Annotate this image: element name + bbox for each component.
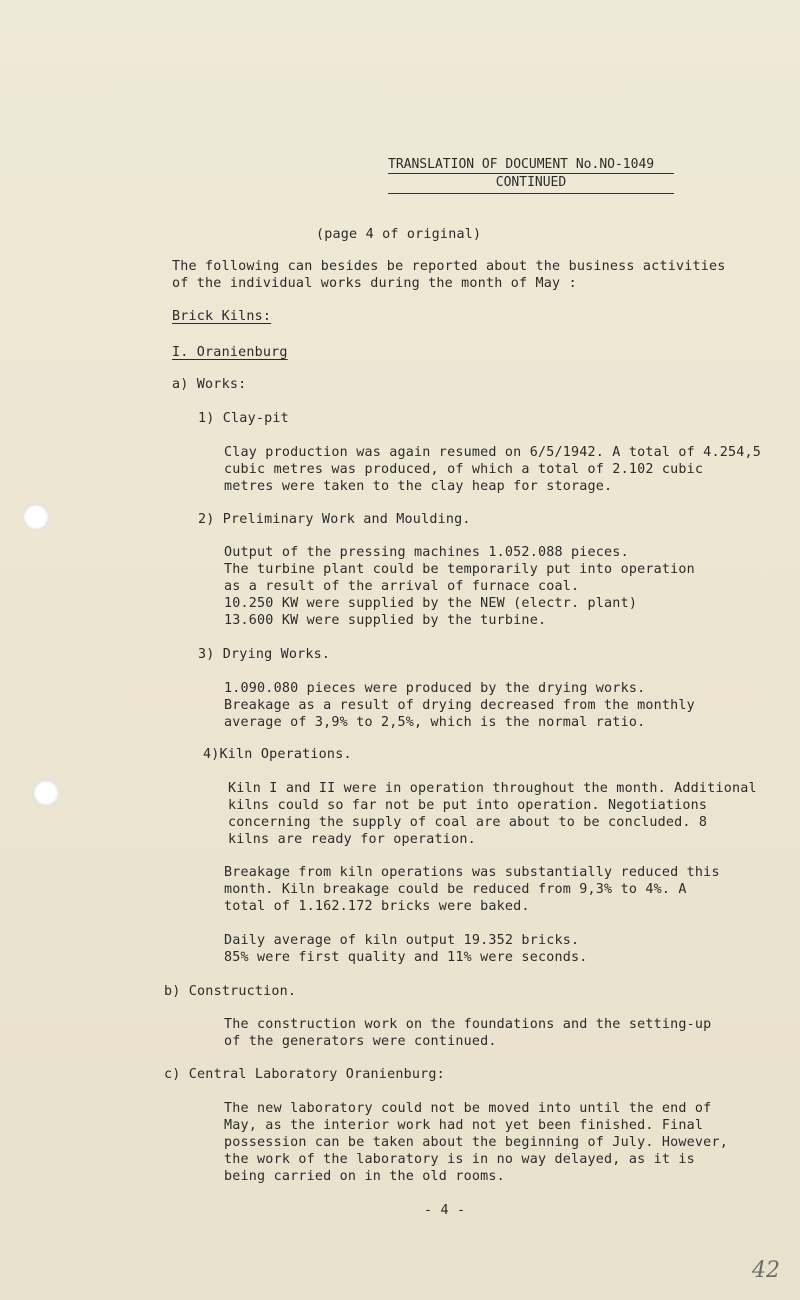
laboratory-paragraph: [224, 1100, 728, 1185]
paragraph-line: concerning the supply of coal are about to be concluded. 8: [228, 815, 708, 830]
paragraph-line: The new laboratory could not be moved into until the end of: [224, 1101, 712, 1116]
intro-line: The following can besides be reported about the business activities: [172, 259, 726, 274]
paragraph-line: 13.600 KW were supplied by the turbine.: [224, 613, 547, 628]
paragraph-line: kilns could so far not be put into operation. Negotiations: [228, 798, 708, 813]
clay-pit-title: 1) Clay-pit: [198, 411, 289, 426]
drying-paragraph: [224, 680, 695, 731]
paragraph-line: The turbine plant could be temporarily put into operation: [224, 562, 695, 577]
paragraph-line: month. Kiln breakage could be reduced from 9,3% to 4%. A: [224, 882, 687, 897]
paragraph-line: 1.090.080 pieces were produced by the drying works.: [224, 681, 646, 696]
preliminary-paragraph: [224, 544, 695, 629]
drying-title: 3) Drying Works.: [198, 647, 331, 662]
paragraph-line: as a result of the arrival of furnace coal.: [224, 579, 580, 594]
paragraph-line: being carried on in the old rooms.: [224, 1169, 505, 1184]
punch-hole-top: [23, 504, 49, 530]
paragraph-line: May, as the interior work had not yet been finished. Final: [224, 1118, 704, 1133]
paragraph-line: Clay production was again resumed on 6/5/1942. A total of 4.254,5: [224, 445, 762, 460]
paragraph-line: Output of the pressing machines 1.052.088 pieces.: [224, 545, 629, 560]
paragraph-line: the work of the laboratory is in no way delayed, as it is: [224, 1152, 695, 1167]
construction-title: b) Construction.: [164, 984, 297, 999]
header-title: TRANSLATION OF DOCUMENT No.NO-1049: [388, 156, 674, 174]
subsection-title: I. Oranienburg: [172, 345, 288, 360]
paragraph-line: average of 3,9% to 2,5%, which is the normal ratio.: [224, 715, 646, 730]
kiln-paragraph-2: [224, 864, 720, 915]
paragraph-line: Daily average of kiln output 19.352 bricks.: [224, 933, 580, 948]
preliminary-title: 2) Preliminary Work and Moulding.: [198, 512, 471, 527]
paragraph-line: 85% were first quality and 11% were seconds.: [224, 950, 588, 965]
clay-pit-paragraph: [224, 444, 761, 495]
paragraph-line: metres were taken to the clay heap for storage.: [224, 479, 613, 494]
laboratory-title: c) Central Laboratory Oranienburg:: [164, 1067, 445, 1082]
intro-line: of the individual works during the month of May :: [172, 276, 577, 291]
works-label: a) Works:: [172, 377, 247, 392]
document-header: [388, 156, 674, 194]
kiln-paragraph-3: [224, 932, 588, 966]
header-continued: CONTINUED: [388, 174, 674, 194]
paragraph-line: 10.250 KW were supplied by the NEW (electr. plant): [224, 596, 638, 611]
paragraph-line: total of 1.162.172 bricks were baked.: [224, 899, 530, 914]
construction-paragraph: [224, 1016, 711, 1050]
paragraph-line: Breakage as a result of drying decreased from the monthly: [224, 698, 695, 713]
paragraph-line: of the generators were continued.: [224, 1034, 497, 1049]
section-title: Brick Kilns:: [172, 309, 272, 324]
paragraph-line: cubic metres was produced, of which a total of 2.102 cubic: [224, 462, 704, 477]
page-reference: (page 4 of original): [316, 227, 482, 242]
handwritten-folio-number: 42: [752, 1258, 780, 1283]
kiln-paragraph-1: [228, 780, 757, 848]
punch-hole-bottom: [33, 780, 59, 806]
page-number: - 4 -: [424, 1203, 466, 1218]
paragraph-line: The construction work on the foundations and the setting-up: [224, 1017, 712, 1032]
kiln-title: 4)Kiln Operations.: [203, 747, 352, 762]
paragraph-line: Breakage from kiln operations was substantially reduced this: [224, 865, 720, 880]
paragraph-line: Kiln I and II were in operation throughout the month. Additional: [228, 781, 757, 796]
intro-paragraph: [172, 258, 726, 292]
paragraph-line: possession can be taken about the beginning of July. However,: [224, 1135, 728, 1150]
paragraph-line: kilns are ready for operation.: [228, 832, 476, 847]
